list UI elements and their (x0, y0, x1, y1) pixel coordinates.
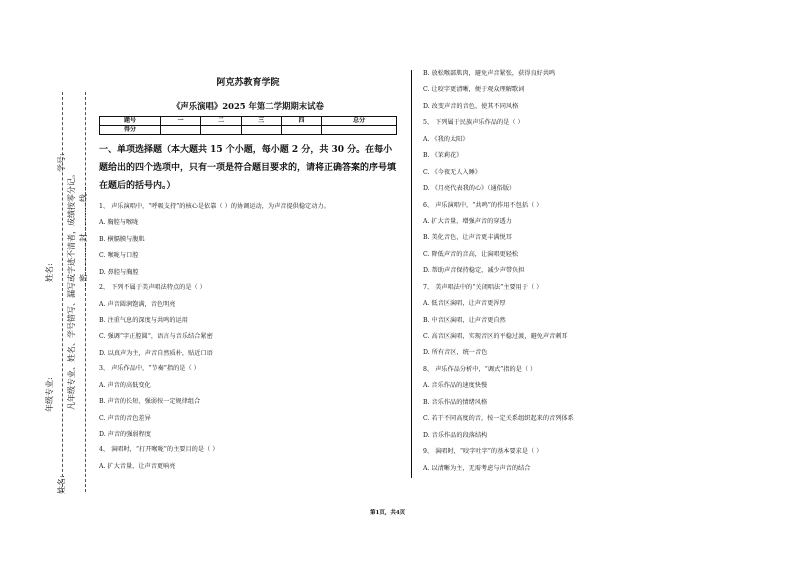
exam-name-label: 姓名: (57, 475, 66, 494)
page-number: 第1页，共4页 (370, 510, 406, 516)
score-cell: 二 (201, 116, 241, 125)
question-stem: 7、 美声唱法中的“关闭唱法”主要用于（ ） (423, 283, 543, 291)
score-entry-cell[interactable] (241, 125, 281, 134)
score-entry-cell[interactable] (281, 125, 321, 134)
question-3 (99, 365, 397, 438)
binding-notice: 凡年级专业、姓名、学号错写、漏写或字迹不清者，成绩按零分记。 (67, 170, 76, 410)
question-option: A. 声音圆润饱满，音色明亮 (99, 300, 176, 308)
section-title: 一、单项选择题（本大题共 15 个小题，每小题 2 分，共 30 分。在每小题给出的四个选项中，只有一项是符合题目要求的，请将正确答案的序号填在题后的括号内。） (99, 144, 397, 191)
question-4 (99, 446, 397, 470)
right-item: D. 所有音区，统一音色 (423, 349, 488, 357)
school-name: 阿克苏教育学院 (216, 78, 280, 88)
question-stem: 2、 下列不属于美声唱法特点的是（ ） (99, 284, 206, 292)
score-cell: 三 (241, 116, 281, 125)
question-option: C. 喉咙与口腔 (99, 252, 139, 260)
question-option: D. 声音的强弱程度 (99, 431, 151, 438)
score-table-header-row (100, 116, 397, 125)
right-column (423, 70, 693, 472)
score-cell: 一 (161, 116, 201, 125)
right-item: D. 帮助声音保持稳定，减少声带负担 (423, 267, 525, 275)
question-option: C. 声音的音色差异 (99, 414, 151, 422)
right-item: C. 降低声音的音高，让演唱更轻松 (423, 250, 519, 258)
question-stem: 6、 声乐演唱中，“共鸣”的作用不包括（ ） (423, 201, 543, 209)
right-item: B. 中音区演唱，让声音更自然 (423, 316, 506, 324)
right-item: D. 音乐作品的段落结构 (423, 431, 488, 439)
student-name-label: 姓名: (45, 263, 54, 282)
right-item: C. 让咬字更清晰，便于观众理解歌词 (423, 86, 525, 94)
right-item: B. 《茉莉花》 (423, 152, 463, 160)
score-entry-cell[interactable] (161, 125, 201, 134)
right-item: C. 《今夜无人入睡》 (423, 168, 481, 176)
question-option: A. 声音的高低变化 (99, 381, 151, 389)
right-item: A. 低音区演唱，让声音更浑厚 (423, 300, 506, 308)
right-item: C. 高音区演唱，实现音区的平稳过渡，避免声音刺耳 (423, 333, 568, 340)
right-item: A. 《我的太阳》 (423, 135, 469, 143)
binding-line-outer (62, 92, 63, 492)
score-cell: 题号 (100, 116, 161, 125)
question-option: B. 注重气息的深度与共鸣的运用 (99, 316, 188, 324)
right-item: A. 扩大音量，增强声音的穿透力 (423, 217, 512, 225)
right-item: B. 美化音色，让声音更丰满悦耳 (423, 234, 512, 242)
binding-line-inner (85, 92, 86, 492)
question-option: B. 声音的长短、强弱按一定规律组合 (99, 398, 201, 406)
right-item: A. 以清晰为主，无需考虑与声音的结合 (423, 464, 531, 472)
right-item: D. 改变声音的音色，使其不同风格 (423, 102, 519, 110)
question-stem: 9、 演唱时，“咬字吐字”的基本要求是（ ） (423, 448, 543, 456)
question-2 (99, 284, 397, 357)
right-item: B. 音乐作品的情绪风格 (423, 398, 488, 406)
question-stem: 1、 声乐演唱中，“呼吸支持”的核心是依靠（ ）的协调运动，为声音提供稳定动力。 (99, 202, 330, 210)
question-option: B. 横膈膜与腹肌 (99, 235, 145, 243)
right-item: D. 《月亮代表我的心》（通俗版） (423, 185, 516, 193)
column-divider (411, 70, 412, 478)
question-option: D. 鼻腔与胸腔 (99, 268, 139, 276)
question-stem: 3、 声乐作品中，“节奏”指的是（ ） (99, 365, 200, 373)
major-label: 年级专业: (45, 377, 54, 412)
binding-strip (0, 0, 95, 561)
right-item: B. 放松喉部肌肉，避免声音紧张，获得良好共鸣 (423, 70, 556, 77)
score-entry-cell[interactable] (201, 125, 241, 134)
score-table (99, 116, 397, 135)
question-option: A. 胸腔与喉咙 (99, 219, 139, 227)
score-entry-cell[interactable] (322, 125, 397, 134)
left-column (99, 78, 397, 470)
score-table-score-row (100, 125, 397, 134)
question-stem: 8、 声乐作品分析中，“调式”指的是（ ） (423, 365, 537, 373)
seal-line-text: …密…………封…………线… (79, 186, 88, 290)
student-id-label: 学号: (57, 153, 66, 172)
score-cell: 总分 (322, 116, 397, 125)
score-cell: 得分 (100, 125, 161, 134)
question-option: C. 强调“字正腔圆”，语言与音乐结合紧密 (99, 333, 213, 341)
right-item: A. 音乐作品的速度快慢 (423, 382, 488, 390)
question-stem: 4、 演唱时，“打开喉咙”的主要目的是（ ） (99, 446, 219, 454)
score-cell: 四 (281, 116, 321, 125)
right-item: C. 若干不同高度的音，按一定关系组织起来的音列体系 (423, 415, 574, 423)
exam-title: 《声乐演唱》2025 年第二学期期末试卷 (172, 100, 324, 111)
question-option: A. 扩大音量，让声音更响亮 (99, 462, 176, 470)
question-option: D. 以真声为主，声音自然质朴，贴近口语 (99, 349, 213, 357)
question-1 (99, 203, 397, 276)
question-stem: 5、 下列属于民族声乐作品的是（ ） (423, 119, 524, 127)
